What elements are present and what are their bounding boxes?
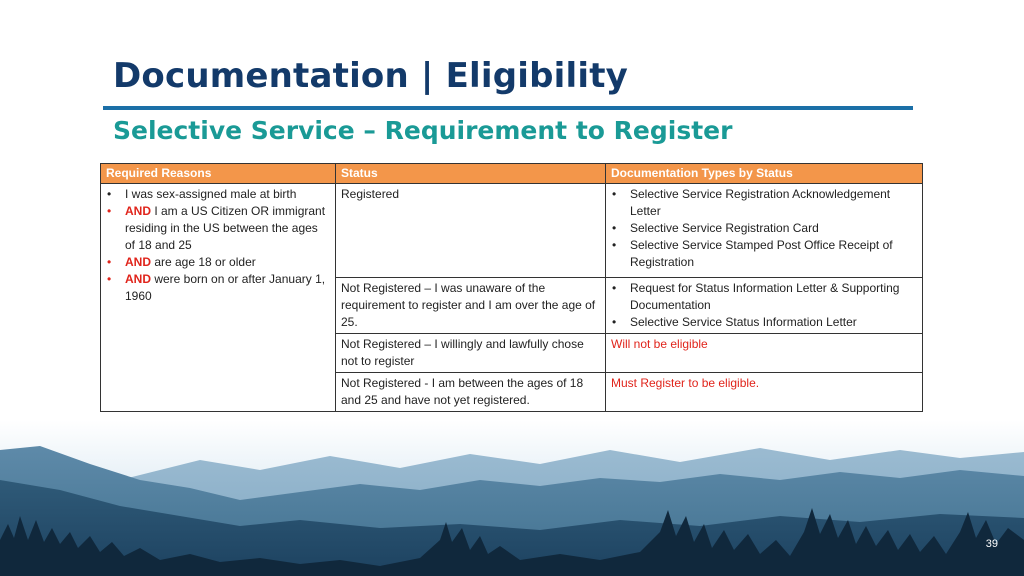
column-header-status: Status xyxy=(336,164,606,184)
column-header-required-reasons: Required Reasons xyxy=(101,164,336,184)
documentation-cell xyxy=(606,184,923,278)
title-divider xyxy=(103,106,913,110)
table-row xyxy=(101,184,923,278)
required-reasons-cell xyxy=(101,184,336,412)
slide-title: Documentation | Eligibility xyxy=(113,56,629,96)
eligibility-note: Must Register to be eligible. xyxy=(606,373,923,412)
documentation-item: • Selective Service Stamped Post Office Receipt of Registration xyxy=(611,237,917,271)
reason-prefix: AND xyxy=(125,204,151,218)
column-header-documentation-types: Documentation Types by Status xyxy=(606,164,923,184)
reason-item xyxy=(106,271,330,305)
reason-text: were born on or after January 1, 1960 xyxy=(125,272,326,303)
reason-text: are age 18 or older xyxy=(151,255,256,269)
documentation-list xyxy=(611,280,917,331)
page-number: 39 xyxy=(985,538,998,550)
mountain-forest-banner xyxy=(0,420,1024,576)
documentation-item: • Selective Service Status Information Letter xyxy=(611,314,917,331)
reason-text: I am a US Citizen OR immigrant residing in the US between the ages of 18 and 25 xyxy=(125,204,326,252)
table-header-row xyxy=(101,164,923,184)
documentation-item: • Selective Service Registration Card xyxy=(611,220,917,237)
status-cell: Not Registered – I willingly and lawfully chose not to register xyxy=(336,334,606,373)
reason-text: I was sex-assigned male at birth xyxy=(125,187,297,201)
eligibility-note: Will not be eligible xyxy=(606,334,923,373)
documentation-list xyxy=(611,186,917,271)
slide-subtitle: Selective Service – Requirement to Register xyxy=(113,116,733,145)
documentation-item: • Request for Status Information Letter & Supporting Documentation xyxy=(611,280,917,314)
reason-prefix: AND xyxy=(125,272,151,286)
documentation-cell xyxy=(606,278,923,334)
reason-item xyxy=(106,254,330,271)
status-cell: Not Registered - I am between the ages of 18 and 25 and have not yet registered. xyxy=(336,373,606,412)
status-cell: Registered xyxy=(336,184,606,278)
reason-prefix: AND xyxy=(125,255,151,269)
eligibility-table xyxy=(100,163,923,412)
documentation-item: • Selective Service Registration Acknowledgement Letter xyxy=(611,186,917,220)
status-cell: Not Registered – I was unaware of the requirement to register and I am over the age of 25. xyxy=(336,278,606,334)
reason-item xyxy=(106,203,330,254)
reason-item xyxy=(106,186,330,203)
required-reasons-list xyxy=(106,186,330,305)
